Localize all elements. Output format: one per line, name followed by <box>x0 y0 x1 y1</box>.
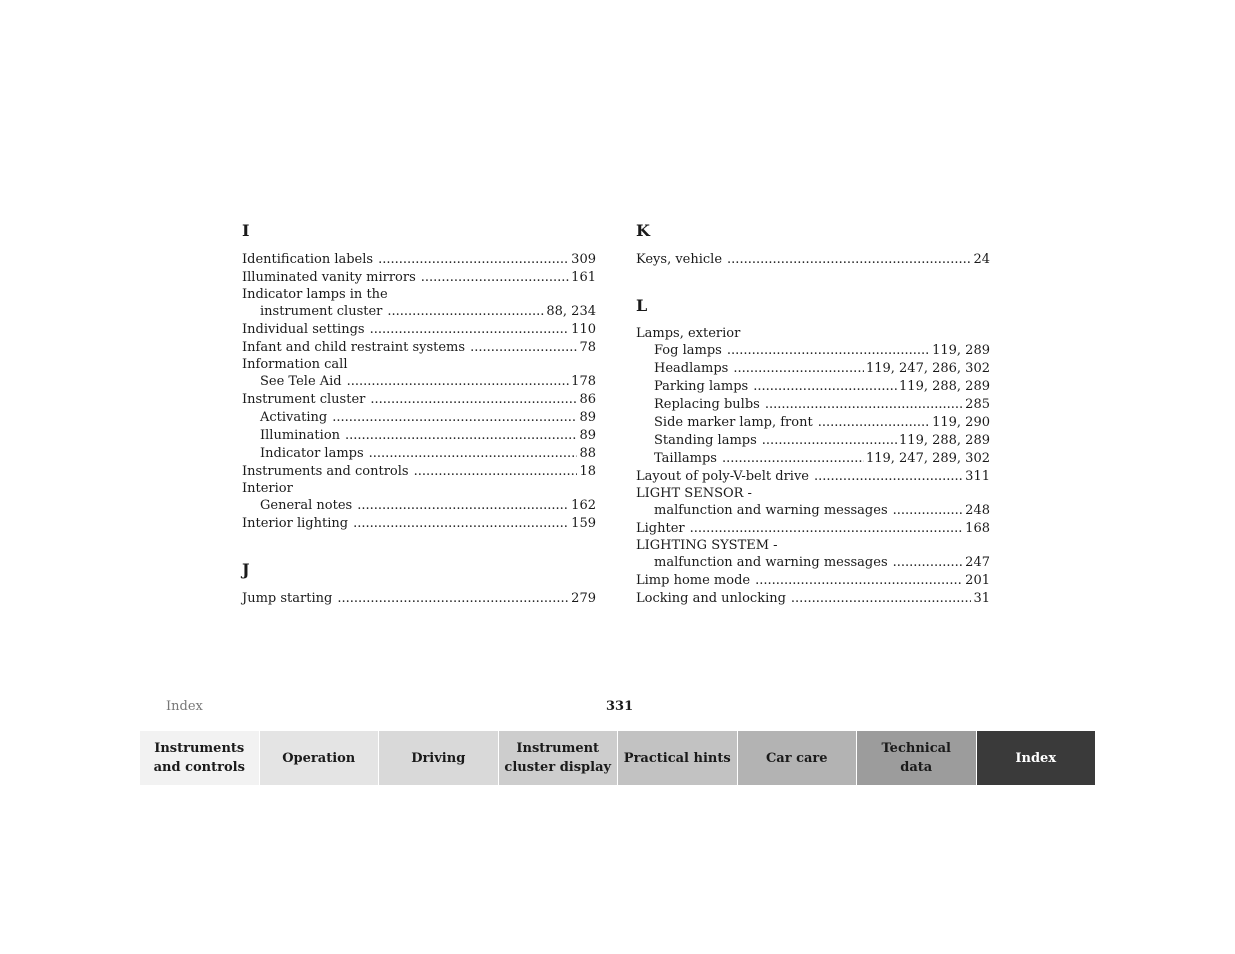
dot-leader <box>378 251 569 269</box>
tab-label <box>766 749 828 768</box>
tab-label-line: Car care <box>765 750 828 766</box>
dot-leader <box>733 360 864 378</box>
tab-label-line: Operation <box>282 750 356 766</box>
index-letter-heading: L <box>636 296 648 315</box>
index-entry-lamps-exterior <box>636 326 990 342</box>
dot-leader <box>727 342 930 360</box>
dot-leader <box>722 450 864 468</box>
tab-label-line: data <box>900 760 933 775</box>
page-reference: 162 <box>571 498 596 513</box>
index-term: Replacing bulbs <box>654 397 760 412</box>
index-entry-illuminated-vanity-mirrors[interactable] <box>242 269 596 287</box>
tab-label-line: Driving <box>411 750 466 766</box>
index-term: General notes <box>260 498 353 513</box>
index-term: Locking and unlocking <box>636 591 786 606</box>
tab-label <box>1015 749 1056 768</box>
index-subentry-parking-lamps[interactable] <box>636 378 990 396</box>
dot-leader <box>369 445 578 463</box>
page-reference: 89 <box>579 428 596 443</box>
index-letter-heading: J <box>242 560 250 579</box>
index-entry-limp-home-mode[interactable] <box>636 572 990 590</box>
index-term: See Tele Aid <box>260 374 342 389</box>
tab-label-line: Instruments <box>154 741 245 756</box>
tab-label <box>154 739 245 777</box>
page-reference: 119, 247, 289, 302 <box>865 451 990 466</box>
index-entry-identification-labels[interactable] <box>242 251 596 269</box>
index-subentry-standing-lamps[interactable] <box>636 432 990 450</box>
index-term: Instrument cluster <box>242 392 366 407</box>
index-entry-light-sensor <box>636 486 990 502</box>
index-entries <box>242 590 596 608</box>
dot-leader <box>765 396 963 414</box>
index-term: Information call <box>242 357 348 372</box>
page-reference: 309 <box>571 252 596 267</box>
index-entries <box>636 326 990 608</box>
tab-operation[interactable] <box>260 731 380 785</box>
tab-instrument-cluster-display[interactable] <box>499 731 619 785</box>
index-term: Indicator lamps <box>260 446 364 461</box>
tab-label-line: and controls <box>153 760 245 775</box>
page-reference: 86 <box>579 392 596 407</box>
tab-practical-hints[interactable] <box>618 731 738 785</box>
dot-leader <box>762 432 897 450</box>
index-entries <box>242 251 596 533</box>
dot-leader <box>370 321 570 339</box>
dot-leader <box>753 378 897 396</box>
tab-instruments-and-controls[interactable] <box>140 731 260 785</box>
tab-label <box>882 739 952 777</box>
tab-label <box>411 749 465 768</box>
index-column-right <box>636 220 990 608</box>
index-subentry-headlamps[interactable] <box>636 360 990 378</box>
dot-leader <box>337 590 569 608</box>
index-term: Illumination <box>260 428 341 443</box>
index-subentry-indicator-lamps[interactable] <box>242 445 596 463</box>
index-letter-heading: I <box>242 221 250 240</box>
tab-label-line: Technical <box>881 741 951 756</box>
tab-label-line: Instrument <box>516 741 600 756</box>
dot-leader <box>421 269 569 287</box>
index-term: Fog lamps <box>654 343 722 358</box>
page-section-label: Index <box>166 699 203 714</box>
index-entry-locking-and-unlocking[interactable] <box>636 590 990 608</box>
page-reference: 88 <box>579 446 596 461</box>
index-entry-lighter[interactable] <box>636 520 990 538</box>
index-entry-instruments-and-controls[interactable] <box>242 463 596 481</box>
index-term: Keys, vehicle <box>636 252 723 267</box>
dot-leader <box>818 414 930 432</box>
tab-label <box>624 749 731 768</box>
dot-leader <box>814 468 963 486</box>
index-term: Infant and child restraint systems <box>242 340 466 355</box>
index-entry-indicator-lamps-in-the-continued[interactable] <box>242 303 596 321</box>
page-reference: 88, 234 <box>546 304 596 319</box>
index-term: Instruments and controls <box>242 464 409 479</box>
page-reference: 311 <box>965 469 990 484</box>
index-term: Headlamps <box>654 361 729 376</box>
page-reference: 168 <box>965 521 990 536</box>
dot-leader <box>727 251 971 269</box>
index-term: Jump starting <box>242 591 333 606</box>
dot-leader <box>893 554 964 572</box>
dot-leader <box>690 520 964 538</box>
dot-leader <box>357 497 569 515</box>
index-term: Identification labels <box>242 252 374 267</box>
index-subentry-activating[interactable] <box>242 409 596 427</box>
index-entry-indicator-lamps-in-the <box>242 287 596 303</box>
index-term: Illuminated vanity mirrors <box>242 270 416 285</box>
index-term: Lighter <box>636 521 685 536</box>
page-reference: 31 <box>973 591 990 606</box>
index-subentry-replacing-bulbs[interactable] <box>636 396 990 414</box>
index-subentry-see-tele-aid[interactable] <box>242 373 596 391</box>
index-entry-interior-lighting[interactable] <box>242 515 596 533</box>
index-subentry-general-notes[interactable] <box>242 497 596 515</box>
index-letter-heading: K <box>636 221 650 240</box>
page-reference: 285 <box>965 397 990 412</box>
page-reference: 178 <box>571 374 596 389</box>
page-reference: 24 <box>973 252 990 267</box>
index-entry-interior <box>242 481 596 497</box>
dot-leader <box>893 502 964 520</box>
index-entry-instrument-cluster[interactable] <box>242 391 596 409</box>
index-entries <box>636 251 990 269</box>
dot-leader <box>791 590 972 608</box>
page-reference: 89 <box>579 410 596 425</box>
index-column-left <box>242 220 596 608</box>
page-reference: 161 <box>571 270 596 285</box>
tab-index[interactable] <box>977 731 1096 785</box>
page-reference: 279 <box>571 591 596 606</box>
index-term: Standing lamps <box>654 433 757 448</box>
dot-leader <box>347 373 570 391</box>
index-entry-light-sensor-continued[interactable] <box>636 502 990 520</box>
tab-driving[interactable] <box>379 731 499 785</box>
page-reference: 119, 289 <box>932 343 990 358</box>
dot-leader <box>755 572 963 590</box>
dot-leader <box>414 463 578 481</box>
tab-label <box>282 749 355 768</box>
index-subentry-fog-lamps[interactable] <box>636 342 990 360</box>
index-term: Taillamps <box>654 451 717 466</box>
page-reference: 201 <box>965 573 990 588</box>
index-entry-lighting-system <box>636 538 990 554</box>
dot-leader <box>332 409 577 427</box>
page-reference: 248 <box>965 503 990 518</box>
index-term: Interior <box>242 481 293 496</box>
index-term: Interior lighting <box>242 516 349 531</box>
page-reference: 18 <box>579 464 596 479</box>
index-term: malfunction and warning messages <box>654 503 888 518</box>
index-subentry-side-marker-lamp-front[interactable] <box>636 414 990 432</box>
index-term: LIGHTING SYSTEM - <box>636 538 778 553</box>
tab-technical-data[interactable] <box>857 731 977 785</box>
index-term: Indicator lamps in the <box>242 287 388 302</box>
index-entry-jump-starting[interactable] <box>242 590 596 608</box>
index-term: Side marker lamp, front <box>654 415 813 430</box>
index-entry-information-call <box>242 357 596 373</box>
page-reference: 110 <box>571 322 596 337</box>
index-entry-lighting-system-continued[interactable] <box>636 554 990 572</box>
index-term: Lamps, exterior <box>636 326 741 341</box>
dot-leader <box>387 303 544 321</box>
chapter-tab-bar <box>140 731 1095 785</box>
tab-label-line: cluster display <box>504 760 612 775</box>
page-number: 331 <box>606 699 634 714</box>
index-entry-layout-of-poly-v-belt-drive[interactable] <box>636 468 990 486</box>
dot-leader <box>370 391 577 409</box>
index-subentry-taillamps[interactable] <box>636 450 990 468</box>
dot-leader <box>353 515 569 533</box>
page-reference: 119, 288, 289 <box>899 433 990 448</box>
tab-label <box>504 739 611 777</box>
index-term: Individual settings <box>242 322 365 337</box>
index-term: Parking lamps <box>654 379 749 394</box>
tab-car-care[interactable] <box>738 731 858 785</box>
index-term: Limp home mode <box>636 573 751 588</box>
page-reference: 159 <box>571 516 596 531</box>
index-term: Activating <box>260 410 328 425</box>
page-reference: 119, 288, 289 <box>899 379 990 394</box>
dot-leader <box>345 427 577 445</box>
index-term: Layout of poly-V-belt drive <box>636 469 809 484</box>
index-entry-individual-settings[interactable] <box>242 321 596 339</box>
page-reference: 119, 247, 286, 302 <box>865 361 990 376</box>
index-term: LIGHT SENSOR - <box>636 486 752 501</box>
index-term: malfunction and warning messages <box>654 555 888 570</box>
index-subentry-illumination[interactable] <box>242 427 596 445</box>
index-term: instrument cluster <box>260 304 383 319</box>
tab-label-line: Index <box>1015 750 1057 766</box>
page-reference: 119, 290 <box>932 415 990 430</box>
index-entry-keys-vehicle[interactable] <box>636 251 990 269</box>
page-reference: 78 <box>579 340 596 355</box>
dot-leader <box>470 339 577 357</box>
tab-label-line: Practical hints <box>623 750 731 766</box>
page-reference: 247 <box>965 555 990 570</box>
index-entry-infant-and-child-restraint-systems[interactable] <box>242 339 596 357</box>
